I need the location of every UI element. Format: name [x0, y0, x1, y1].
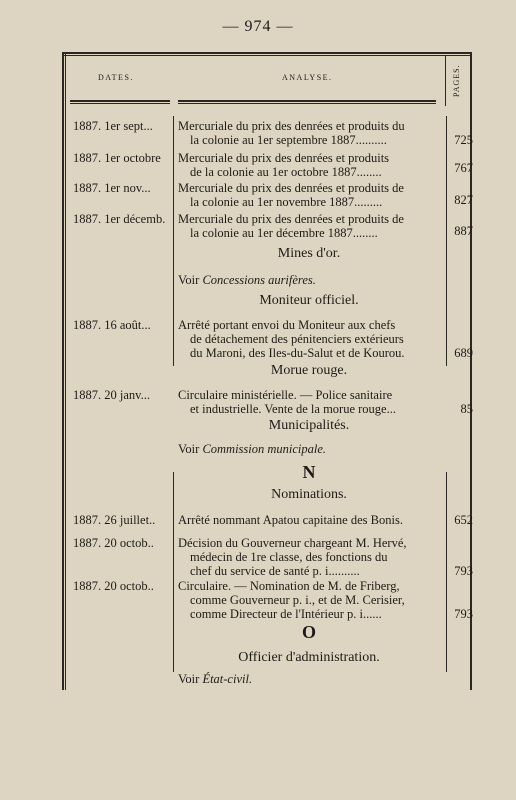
- entry-row: 1887. 20 octob.. Circulaire. — Nomination de M. de Friberg, comme Gouverneur p. i., et de M. Cerisier, comme Directeur de l'Intérieur p. i...... 793: [73, 579, 473, 621]
- entry-row: 1887. 26 juillet.. Arrêté nommant Apatou capitaine des Bonis. 652: [73, 513, 473, 527]
- header-dates: DATES.: [98, 73, 134, 82]
- see-also: Voir Concessions aurifères.: [178, 273, 316, 287]
- entry-date: 1887. 1er nov...: [73, 181, 151, 195]
- section-heading: Mines d'or.: [277, 246, 341, 261]
- entry-date: 1887. 20 octob..: [73, 579, 154, 593]
- section-heading: Nominations.: [271, 487, 347, 502]
- entry-date: 1887. 20 janv...: [73, 388, 150, 402]
- page-number: — 974 —: [222, 18, 294, 35]
- entry-row: 1887. 1er nov... Mercuriale du prix des denrées et produits de la colonie au 1er novembre 1887......... 827: [73, 181, 473, 209]
- section-heading: Moniteur officiel.: [259, 293, 359, 308]
- entry-date: 1887. 26 juillet..: [73, 513, 156, 527]
- see-also: Voir Commission municipale.: [178, 442, 327, 456]
- entry-page: 85: [460, 402, 473, 416]
- entry-date: 1887. 1er sept...: [73, 119, 153, 133]
- entry-date: 1887. 1er décemb.: [73, 212, 166, 226]
- entry-date: 1887. 20 octob..: [73, 536, 154, 550]
- entry-row: 1887. 16 août... Arrêté portant envoi du Moniteur aux chefs de détachement des pénitenciers extérieurs du Maroni, des Iles-du-Salut et de Kourou. 689: [73, 318, 473, 360]
- letter-heading: N: [302, 462, 316, 482]
- entry-page: 887: [454, 224, 473, 238]
- entry-page: 652: [454, 513, 473, 527]
- entry-row: 1887. 1er décemb. Mercuriale du prix des denrées et produits de la colonie au 1er décembre 1887........ 887: [73, 212, 473, 240]
- entry-row: 1887. 20 janv... Circulaire ministérielle. — Police sanitaire et industrielle. Vente de la morue rouge... 85: [73, 388, 473, 416]
- entry-date: 1887. 16 août...: [73, 318, 151, 332]
- entry-page: 793: [454, 607, 473, 621]
- header-analyse: ANALYSE.: [282, 73, 333, 82]
- letter-heading: O: [301, 622, 316, 642]
- header-pages: PAGES.: [452, 64, 461, 97]
- section-heading: Officier d'administration.: [238, 650, 380, 665]
- section-heading: Morue rouge.: [270, 363, 348, 378]
- see-also: Voir État-civil.: [178, 672, 253, 686]
- entry-row: 1887. 1er octobre Mercuriale du prix des denrées et produits de la colonie au 1er octobre 1887........ 767: [73, 151, 473, 179]
- entry-row: 1887. 1er sept... Mercuriale du prix des denrées et produits du la colonie au 1er septembre 1887.......... 725: [73, 119, 473, 147]
- entry-date: 1887. 1er octobre: [73, 151, 161, 165]
- entry-page: 725: [454, 133, 473, 147]
- entry-page: 827: [454, 193, 473, 207]
- entry-page: 689: [454, 346, 473, 360]
- entry-page: 767: [454, 161, 473, 175]
- entry-page: 793: [454, 564, 473, 578]
- section-heading: Municipalités.: [268, 418, 350, 433]
- entry-row: 1887. 20 octob.. Décision du Gouverneur chargeant M. Hervé, médecin de 1re classe, des fonctions du chef du service de santé p. i.......... 793: [73, 536, 473, 578]
